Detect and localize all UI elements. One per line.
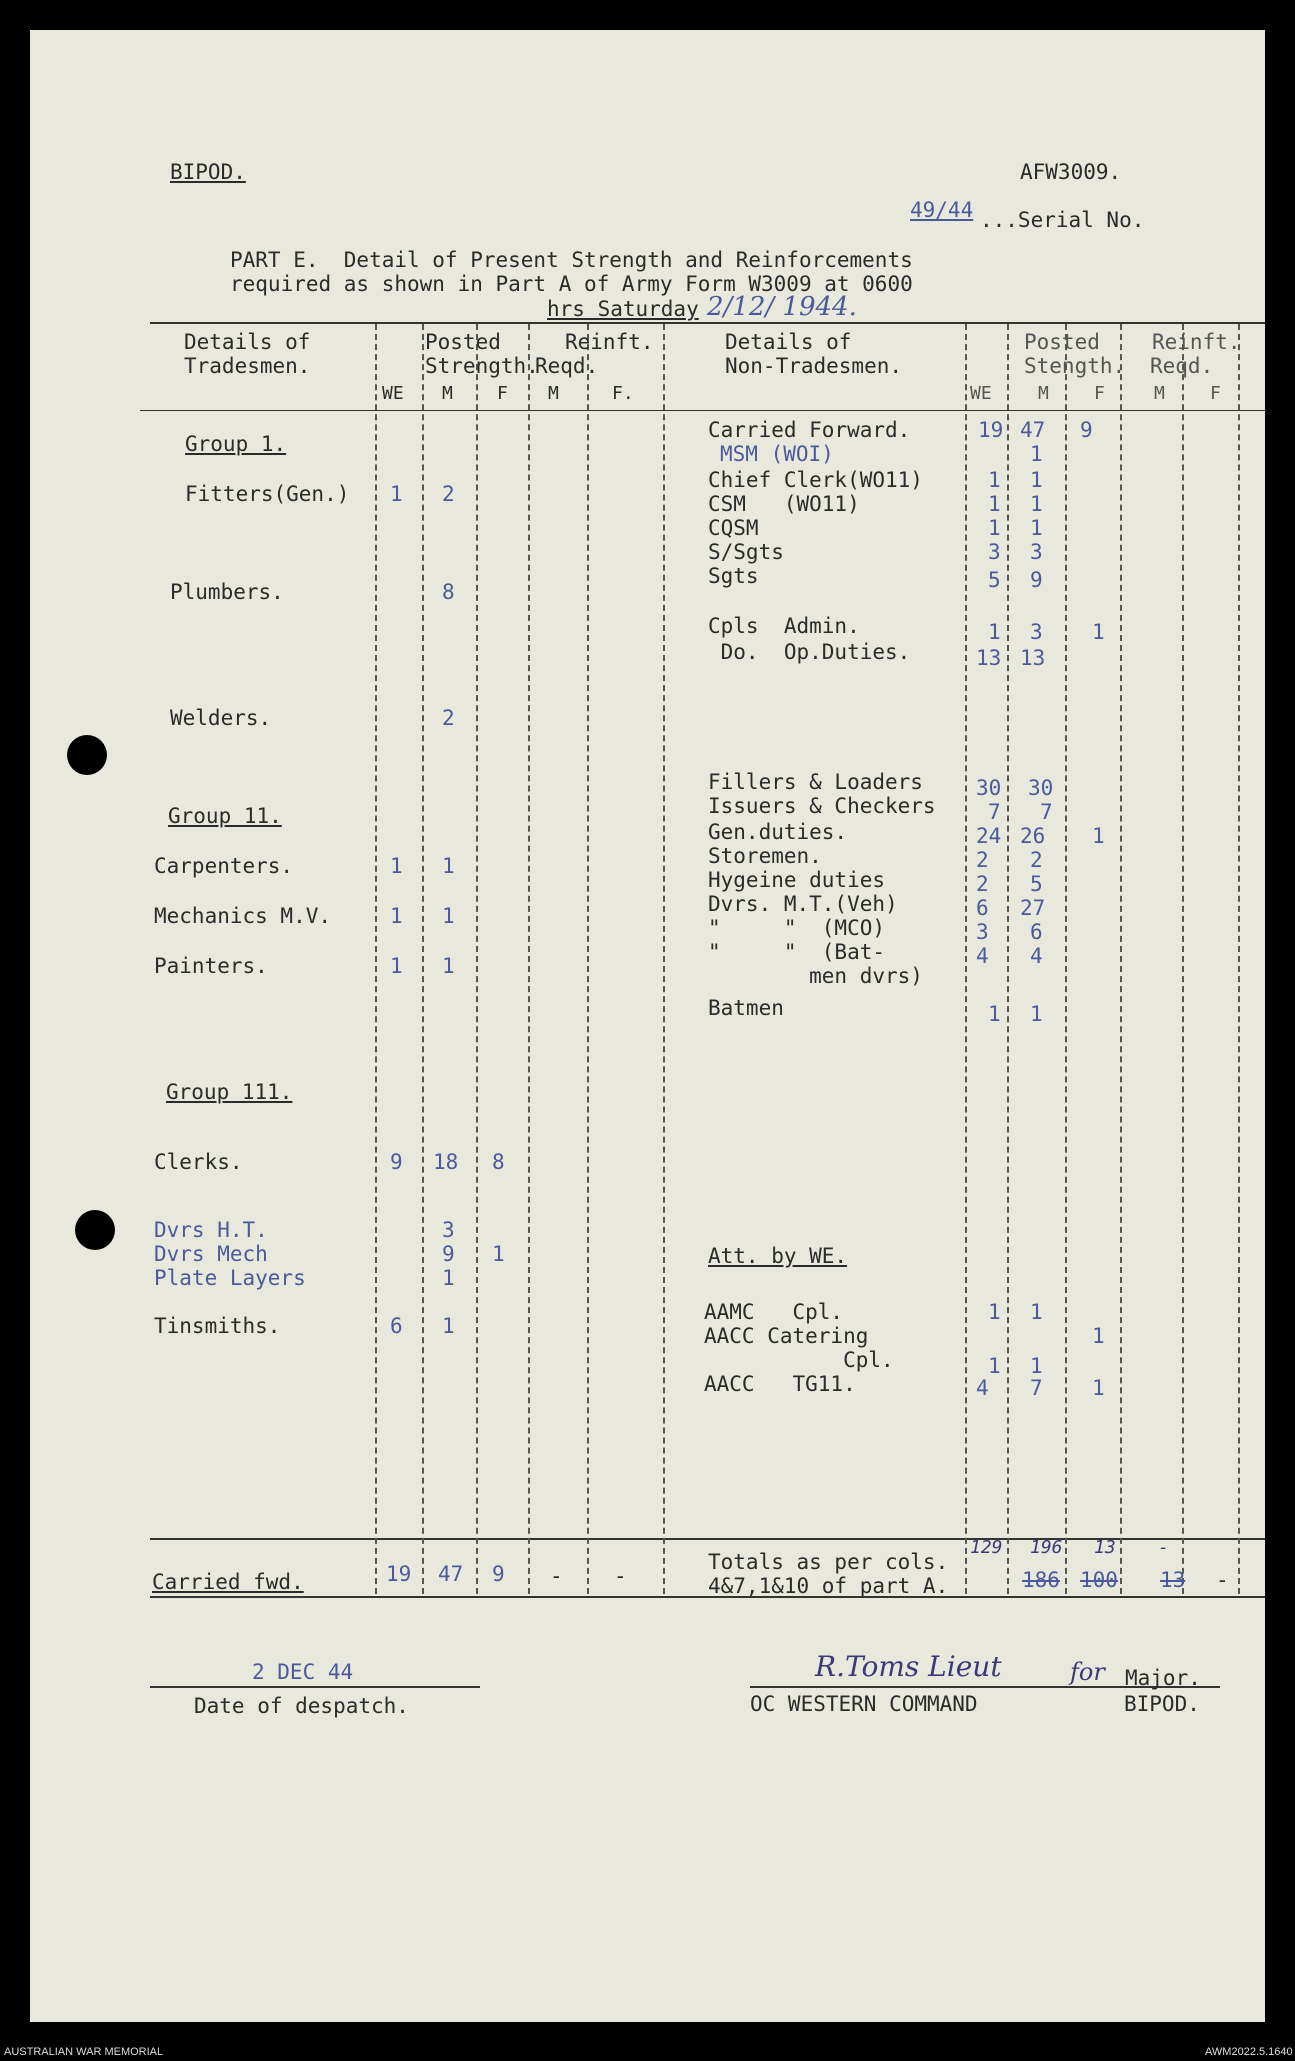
nt-label: " " (MCO) xyxy=(708,916,886,940)
m-value: 1 xyxy=(442,854,455,878)
col-head-m: M xyxy=(442,383,453,404)
punch-hole xyxy=(75,1210,115,1250)
nt-label: Sgts xyxy=(708,564,759,588)
col-divider xyxy=(1065,324,1067,1594)
nt-m: 13 xyxy=(1020,646,1046,670)
nt-label: Dvrs. M.T.(Veh) xyxy=(708,892,898,916)
nt-m: 30 xyxy=(1028,776,1054,800)
table-top-rule xyxy=(150,322,1265,324)
group-heading: Group 11. xyxy=(168,804,282,828)
nt-label: Gen.duties. xyxy=(708,820,848,844)
col-head-nt-reqd: Reqd. xyxy=(1150,354,1214,378)
nt-label: AAMC Cpl. xyxy=(704,1300,844,1324)
col-divider xyxy=(965,324,967,1594)
tradesman-label: Plate Layers xyxy=(154,1266,306,1290)
signature: R.Toms Lieut xyxy=(815,1650,1002,1683)
we-value: 1 xyxy=(390,954,403,978)
col-head-nt-details-2: Non-Tradesmen. xyxy=(725,354,903,378)
punch-hole xyxy=(67,735,107,775)
total-nt-reinft-m-struck: 13 xyxy=(1160,1568,1186,1592)
col-divider xyxy=(375,324,377,1594)
nt-we: 1 xyxy=(988,1354,1001,1378)
col-head-nt-m: M xyxy=(1038,383,1049,404)
we-value: 9 xyxy=(390,1150,403,1174)
tradesman-label: Painters. xyxy=(154,954,268,978)
total-nt-m-struck: 186 xyxy=(1022,1568,1060,1592)
tradesman-label: Welders. xyxy=(170,706,272,730)
nt-we: 1 xyxy=(988,620,1001,644)
col-head-reinft-m: M xyxy=(548,383,559,404)
nt-m: 1 xyxy=(1030,1300,1043,1324)
archive-id: AWM2022.5.1640 xyxy=(1205,2046,1293,2058)
nt-we: 24 xyxy=(976,824,1002,848)
carried-fwd-label: Carried fwd. xyxy=(152,1570,304,1594)
header-rule xyxy=(140,410,1265,411)
nt-we: 13 xyxy=(976,646,1002,670)
m-value: 1 xyxy=(442,1266,455,1290)
nt-f: 1 xyxy=(1092,620,1105,644)
col-divider xyxy=(422,324,424,1594)
tradesman-label: Carpenters. xyxy=(154,854,294,878)
despatch-label: Date of despatch. xyxy=(194,1694,409,1718)
total-reinft-m: - xyxy=(550,1564,563,1588)
nt-m: 1 xyxy=(1030,1354,1043,1378)
total-reinft-f: - xyxy=(614,1564,627,1588)
m-value: 1 xyxy=(442,904,455,928)
nt-label: Fillers & Loaders xyxy=(708,770,923,794)
nt-label: CQSM xyxy=(708,516,759,540)
col-divider xyxy=(1120,324,1122,1594)
nt-we: 1 xyxy=(988,1300,1001,1324)
nt-we: 7 xyxy=(988,800,1001,824)
command-label: OC WESTERN COMMAND xyxy=(750,1692,978,1716)
tradesman-label: Plumbers. xyxy=(170,580,284,604)
m-value: 1 xyxy=(442,1314,455,1338)
handwritten-date: 2/12/ 1944. xyxy=(707,292,857,322)
nt-m: 7 xyxy=(1030,1376,1043,1400)
nt-we: 1 xyxy=(988,1002,1001,1026)
nt-m: 1 xyxy=(1030,442,1043,466)
nt-label: Batmen xyxy=(708,996,784,1020)
nt-f: 1 xyxy=(1092,1324,1105,1348)
we-value: 6 xyxy=(390,1314,403,1338)
col-head-nt-strength: Stength. xyxy=(1024,354,1126,378)
col-head-details: Details of xyxy=(184,330,311,354)
serial-label: ...Serial No. xyxy=(980,208,1145,232)
col-head-nt-we: WE xyxy=(970,383,992,404)
tradesman-label: Dvrs Mech xyxy=(154,1242,268,1266)
group-heading: Group 1. xyxy=(185,432,287,456)
tradesman-label: Fitters(Gen.) xyxy=(185,482,350,506)
nt-label: Hygeine duties xyxy=(708,868,886,892)
total-nt-reinft-f: - xyxy=(1216,1568,1229,1592)
tradesman-label: Mechanics M.V. xyxy=(154,904,332,928)
nt-we: 5 xyxy=(988,568,1001,592)
nt-m: 1 xyxy=(1030,1002,1043,1026)
nt-label: Storemen. xyxy=(708,844,822,868)
nt-m: 1 xyxy=(1030,492,1043,516)
nt-label: " " (Bat- xyxy=(708,940,886,964)
nt-label: CSM (WO11) xyxy=(708,492,860,516)
col-divider xyxy=(476,324,478,1594)
serial-number: 49/44 xyxy=(910,198,974,222)
col-head-we: WE xyxy=(382,383,404,404)
total-nt-m-handwritten: 196 xyxy=(1030,1537,1063,1558)
total-m: 47 xyxy=(438,1562,464,1586)
nt-we: 30 xyxy=(976,776,1002,800)
nt-m: 47 xyxy=(1020,418,1046,442)
col-divider xyxy=(1238,324,1240,1594)
nt-label: S/Sgts xyxy=(708,540,784,564)
nt-label: Cpl. xyxy=(704,1348,894,1372)
col-divider xyxy=(1182,324,1184,1594)
nt-label: Carried Forward. xyxy=(708,418,911,442)
form-number: AFW3009. xyxy=(1020,160,1122,184)
nt-label: Chief Clerk(WO11) xyxy=(708,468,923,492)
col-head-nt-details: Details of xyxy=(725,330,852,354)
archive-credit: AUSTRALIAN WAR MEMORIAL xyxy=(4,2046,164,2058)
col-divider xyxy=(1007,324,1009,1594)
col-divider xyxy=(528,324,530,1594)
nt-we: 19 xyxy=(978,418,1004,442)
nt-m: 27 xyxy=(1020,896,1046,920)
nt-we: 1 xyxy=(988,468,1001,492)
nt-label: men dvrs) xyxy=(708,964,923,988)
total-nt-we-handwritten: 129 xyxy=(970,1537,1003,1558)
title-line-2: required as shown in Part A of Army Form W3009 at 0600 xyxy=(230,272,913,296)
total-f: 9 xyxy=(492,1562,505,1586)
nt-we: 4 xyxy=(976,1376,989,1400)
nt-label: Do. Op.Duties. xyxy=(708,640,911,664)
total-nt-f-struck: 100 xyxy=(1080,1568,1118,1592)
nt-m: 7 xyxy=(1040,800,1053,824)
we-value: 1 xyxy=(390,904,403,928)
title-line-1: PART E. Detail of Present Strength and Reinforcements xyxy=(230,248,913,272)
col-head-strength: Strength. xyxy=(425,354,539,378)
col-head-posted: Posted xyxy=(425,330,501,354)
despatch-rule xyxy=(150,1686,480,1688)
total-nt-f-handwritten: 13 xyxy=(1094,1537,1116,1558)
nt-f: 9 xyxy=(1080,418,1093,442)
document-page xyxy=(30,30,1265,2022)
group-heading: Group 111. xyxy=(166,1080,293,1104)
nt-we: 6 xyxy=(976,896,989,920)
nt-we: 3 xyxy=(988,540,1001,564)
nt-we: 3 xyxy=(976,920,989,944)
nt-m: 4 xyxy=(1030,944,1043,968)
nt-f: 1 xyxy=(1092,1376,1105,1400)
nt-f: 1 xyxy=(1092,824,1105,848)
nt-label: AACC TG11. xyxy=(704,1372,856,1396)
nt-m: 1 xyxy=(1030,516,1043,540)
nt-we: 2 xyxy=(976,872,989,896)
nt-we: 4 xyxy=(976,944,989,968)
col-head-reinft: Reinft. xyxy=(565,330,654,354)
col-head-reqd: Reqd. xyxy=(535,354,599,378)
nt-we: 1 xyxy=(988,516,1001,540)
tradesman-label: Clerks. xyxy=(154,1150,243,1174)
signature-for: for xyxy=(1070,1658,1105,1686)
total-we: 19 xyxy=(386,1562,412,1586)
nt-m: 3 xyxy=(1030,540,1043,564)
nt-m: 9 xyxy=(1030,568,1043,592)
title-line-3: hrs Saturday xyxy=(547,297,699,321)
unit-heading: BIPOD. xyxy=(170,160,246,184)
col-head-details-2: Tradesmen. xyxy=(184,354,311,378)
m-value: 9 xyxy=(442,1242,455,1266)
col-divider xyxy=(663,324,665,1594)
nt-we: 2 xyxy=(976,848,989,872)
nt-label: Issuers & Checkers xyxy=(708,794,936,818)
nt-m: 1 xyxy=(1030,468,1043,492)
nt-we: 1 xyxy=(988,492,1001,516)
col-head-nt-reinft-m: M xyxy=(1154,383,1165,404)
nt-label: MSM (WOI) xyxy=(720,442,834,466)
m-value: 18 xyxy=(433,1150,459,1174)
m-value: 1 xyxy=(442,954,455,978)
col-head-reinft-f: F. xyxy=(612,383,634,404)
attached-heading: Att. by WE. xyxy=(708,1244,848,1268)
m-value: 2 xyxy=(442,706,455,730)
totals-label-2: 4&7,1&10 of part A. xyxy=(708,1574,949,1598)
col-head-nt-reinft: Reinft. xyxy=(1152,330,1241,354)
col-head-nt-f: F xyxy=(1094,383,1105,404)
nt-m: 2 xyxy=(1030,848,1043,872)
nt-label: AACC Catering xyxy=(704,1324,869,1348)
f-value: 1 xyxy=(492,1242,505,1266)
nt-label: Cpls Admin. xyxy=(708,614,860,638)
we-value: 1 xyxy=(390,854,403,878)
we-value: 1 xyxy=(390,482,403,506)
tradesman-label: Dvrs H.T. xyxy=(154,1218,268,1242)
nt-m: 6 xyxy=(1030,920,1043,944)
col-head-nt-reinft-f: F xyxy=(1210,383,1221,404)
m-value: 8 xyxy=(442,580,455,604)
nt-m: 3 xyxy=(1030,620,1043,644)
m-value: 3 xyxy=(442,1218,455,1242)
unit-signoff: BIPOD. xyxy=(1124,1692,1200,1716)
col-divider xyxy=(587,324,589,1594)
total-nt-reinft-m-handwritten: - xyxy=(1158,1537,1169,1558)
rank-label: Major. xyxy=(1125,1666,1201,1690)
totals-label-1: Totals as per cols. xyxy=(708,1550,949,1574)
nt-m: 26 xyxy=(1020,824,1046,848)
m-value: 2 xyxy=(442,482,455,506)
tradesman-label: Tinsmiths. xyxy=(154,1314,281,1338)
col-head-nt-posted: Posted xyxy=(1024,330,1100,354)
nt-m: 5 xyxy=(1030,872,1043,896)
despatch-date-stamp: 2 DEC 44 xyxy=(252,1660,354,1684)
f-value: 8 xyxy=(492,1150,505,1174)
col-head-f: F xyxy=(497,383,508,404)
